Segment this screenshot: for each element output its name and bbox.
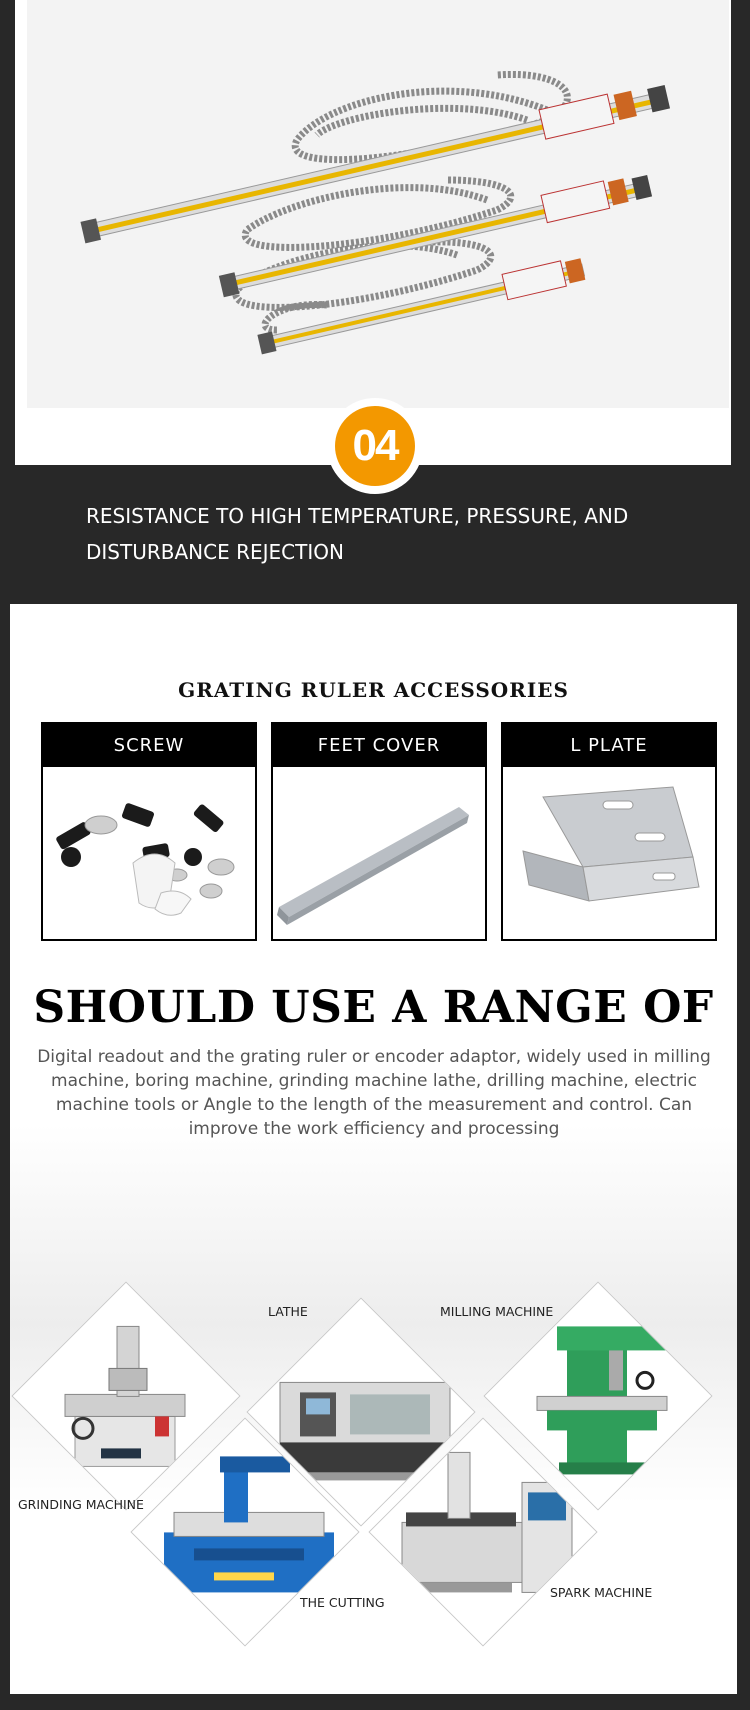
accessory-card-feet-cover: [271, 722, 487, 941]
range-title: SHOULD USE A RANGE OF: [33, 982, 714, 1033]
linear-scales-photo: [27, 0, 729, 408]
machine-label-spark: SPARK MACHINE: [550, 1585, 653, 1600]
hero-caption-line-2: DISTURBANCE REJECTION: [86, 540, 344, 564]
machine-label-cutting: THE CUTTING: [300, 1595, 385, 1610]
hero-caption-line-1: RESISTANCE TO HIGH TEMPERATURE, PRESSURE, AND: [86, 504, 629, 528]
accessory-card-screw: [41, 722, 257, 941]
accessory-label: SCREW: [43, 724, 255, 767]
accessory-card-l-plate: [501, 722, 717, 941]
range-description: Digital readout and the grating ruler or encoder adaptor, widely used in milling machine, boring machine, grinding machine lathe, drilling machine, electric machine tools or Angle to the length of the measurement and control. Can improve the work efficiency and processing: [37, 1047, 711, 1139]
hero-card: [15, 0, 731, 465]
machine-label-milling: MILLING MACHINE: [440, 1304, 554, 1319]
applications-panel: [10, 604, 737, 1694]
machine-label-grinding: GRINDING MACHINE: [18, 1497, 144, 1512]
section-number-badge: 04: [335, 406, 415, 486]
accessory-label: FEET COVER: [273, 724, 485, 767]
l-plate-icon: [503, 767, 715, 939]
accessories-title: GRATING RULER ACCESSORIES: [178, 678, 569, 702]
machine-label-lathe: LATHE: [268, 1304, 308, 1319]
hero-caption: [86, 498, 706, 570]
feet-cover-icon: [273, 767, 485, 939]
screw-set-icon: [43, 767, 255, 939]
accessory-label: L PLATE: [503, 724, 715, 767]
